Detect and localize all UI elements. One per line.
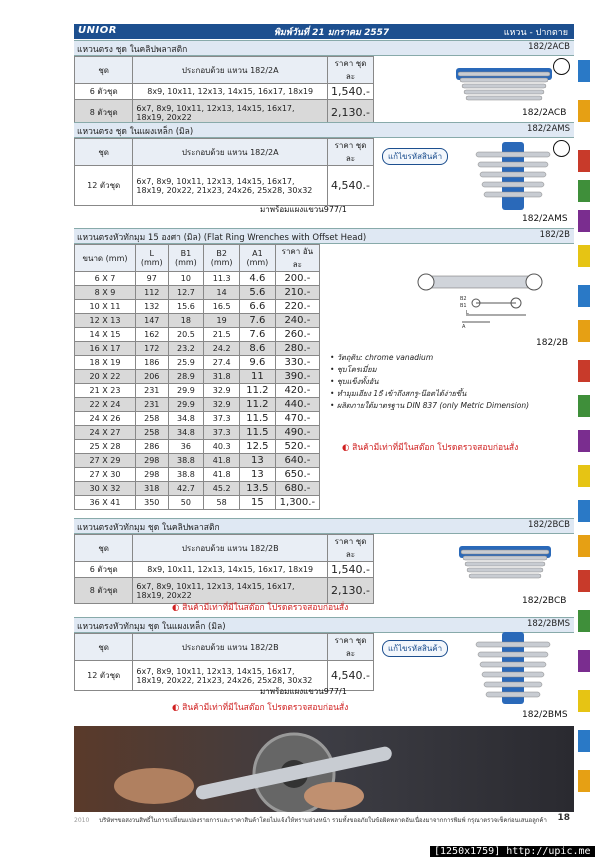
stock-note: ◐ สินค้ามีเท่าที่มีในสต๊อก โปรดตรวจสอบก่อนสั่ง [172,703,349,713]
value-cell: 390.- [275,370,319,384]
size-cell: 27 X 29 [75,454,136,468]
value-cell: 34.8 [168,412,204,426]
value-cell: 11.5 [240,426,276,440]
code-change-badge: แก้ไขรหัสสินค้า [382,148,448,165]
size-cell: 8 X 9 [75,286,136,300]
set-price: 1,540.- [328,84,374,100]
wrench-panel-image [472,632,554,706]
size-cell: 6 X 7 [75,272,136,286]
value-cell: 7.6 [240,328,276,342]
color-tab [578,500,590,522]
value-cell: 350 [136,496,169,510]
value-cell: 147 [136,314,169,328]
value-cell: 172 [136,342,169,356]
value-cell: 11.2 [240,384,276,398]
section-code: 182/2AMS [526,124,570,134]
value-cell: 20.5 [168,328,204,342]
table-row [75,300,320,314]
value-cell: 520.- [275,440,319,454]
feature-item: • ชุบโครเมี่ยม [330,365,377,374]
value-cell: 11.2 [240,398,276,412]
table-row [75,370,320,384]
set-price: 2,130.- [328,578,374,604]
section-header-182-2bcb [74,518,574,534]
section-code: 182/2BMS [526,619,570,629]
value-cell: 298 [136,454,169,468]
color-tab [578,395,590,417]
value-cell: 240.- [275,314,319,328]
image-code: 182/2AMS [522,214,568,224]
col-header: ราคา ชุดละ [328,535,374,562]
value-cell: 650.- [275,468,319,482]
value-cell: 640.- [275,454,319,468]
table-row [75,328,320,342]
col-header: ชุด [75,139,133,166]
watermark: [1250x1759] http://upic.me [430,846,595,857]
table-row [75,454,320,468]
set-price: 4,540.- [328,661,374,691]
value-cell: 21.5 [204,328,240,342]
wrench-set-image [455,540,555,586]
section-code: 182/2B [539,230,570,240]
set-price: 1,540.- [328,562,374,578]
color-tab [578,610,590,632]
value-cell: 37.3 [204,426,240,440]
value-cell: 34.8 [168,426,204,440]
set-count: 6 ตัวชุด [75,562,133,578]
section-title: แหวนตรงหัวทักมุม ชุด ในแผงเหล็ก (มิล) [77,622,226,632]
code-change-badge: แก้ไขรหัสสินค้า [382,640,448,657]
size-cell: 20 X 22 [75,370,136,384]
size-cell: 24 X 27 [75,426,136,440]
diagram-label: B2 [460,296,467,302]
col-header: L (mm) [136,245,169,272]
value-cell: 258 [136,412,169,426]
feature-item: • ทำมุมเอียง 15ํ เข้าถึงสกรู-น๊อตได้ง่ายขึ้น [330,389,467,398]
color-tab [578,570,590,592]
value-cell: 13.5 [240,482,276,496]
value-cell: 40.3 [204,440,240,454]
table-row [75,272,320,286]
section-title: แหวนตรงหัวทักมุม 15 องศา (มิล) (Flat Ring Wrenches with Offset Head) [77,233,367,243]
value-cell: 12.7 [168,286,204,300]
table-row [75,482,320,496]
diagram-label: L [466,310,469,316]
color-tab [578,730,590,752]
col-header: ชุด [75,535,133,562]
stock-note: ◐ สินค้ามีเท่าที่มีในสต๊อก โปรดตรวจสอบก่อนสั่ง [172,603,349,613]
set-sizes: 8x9, 10x11, 12x13, 14x15, 16x17, 18x19 [133,84,328,100]
set-price: 4,540.- [328,166,374,206]
value-cell: 6.6 [240,300,276,314]
section-code: 182/2ACB [528,42,570,52]
section-title: แหวนตรง ชุด ในคลิปพลาสติก [77,45,188,55]
color-tab [578,60,590,82]
value-cell: 7.6 [240,314,276,328]
diagram-label: B1 [460,303,467,309]
value-cell: 23.2 [168,342,204,356]
set-sizes: 6x7, 8x9, 10x11, 12x13, 14x15, 16x17, 18x19, 20x22, 21x23, 24x26, 25x28, 30x32 [133,661,328,691]
value-cell: 16.5 [204,300,240,314]
set-sizes: 8x9, 10x11, 12x13, 14x15, 16x17, 18x19 [133,562,328,578]
value-cell: 29.9 [168,398,204,412]
col-header: ราคา ชุดละ [328,139,374,166]
color-tab [578,430,590,452]
value-cell: 260.- [275,328,319,342]
value-cell: 37.3 [204,412,240,426]
size-cell: 21 X 23 [75,384,136,398]
table-row [75,314,320,328]
value-cell: 298 [136,468,169,482]
value-cell: 231 [136,398,169,412]
value-cell: 286 [136,440,169,454]
value-cell: 186 [136,356,169,370]
section-header-182-2b [74,228,574,244]
set-price: 2,130.- [328,100,374,126]
table-row [75,286,320,300]
set-table-182-2bcb [74,534,374,604]
color-tab [578,210,590,232]
section-title: แหวนตรงหัวทักมุม ชุด ในคลิปพลาสติก [77,523,220,533]
footer-year: 2010 [74,817,90,824]
feature-item: • ผลิตภายใต้มาตรฐาน DIN 837 (only Metric Dimension) [330,401,530,410]
value-cell: 10 [168,272,204,286]
footer-disclaimer: บริษัทฯขอสงวนสิทธิ์ในการเปลี่ยนแปลงรายการและราคาสินค้าโดยไม่แจ้งให้ทราบล่วงหน้า รวมทั้งขออภัยในข้อผิดพลาดอันเนื่องมาจากการพิมพ์ กรุณาตรวจเช็คก่อนเสนอลูกค้า [99,817,547,824]
section-header-182-2acb [74,40,574,56]
value-cell: 162 [136,328,169,342]
value-cell: 58 [204,496,240,510]
set-table-182-2ams [74,138,374,206]
value-cell: 14 [204,286,240,300]
value-cell: 15.6 [168,300,204,314]
wrench-diagram [400,270,550,330]
wrench-set-image [452,62,556,106]
value-cell: 330.- [275,356,319,370]
wrench-table-body [75,272,320,510]
value-cell: 680.- [275,482,319,496]
col-header: ประกอบด้วย แหวน 182/2A [133,57,328,84]
value-cell: 9.6 [240,356,276,370]
size-cell: 18 X 19 [75,356,136,370]
size-cell: 10 X 11 [75,300,136,314]
col-header: ชุด [75,634,133,661]
value-cell: 36 [168,440,204,454]
value-cell: 470.- [275,412,319,426]
value-cell: 38.8 [168,454,204,468]
col-header: ประกอบด้วย แหวน 182/2B [133,535,328,562]
image-code: 182/2ACB [522,108,567,118]
value-cell: 32.9 [204,384,240,398]
set-count: 6 ตัวชุด [75,84,133,100]
value-cell: 280.- [275,342,319,356]
value-cell: 112 [136,286,169,300]
size-cell: 30 X 32 [75,482,136,496]
value-cell: 97 [136,272,169,286]
table-row [75,426,320,440]
value-cell: 38.8 [168,468,204,482]
value-cell: 8.6 [240,342,276,356]
value-cell: 200.- [275,272,319,286]
section-header-182-2bms [74,617,574,633]
color-tab [578,650,590,672]
color-tab [578,360,590,382]
value-cell: 12.5 [240,440,276,454]
value-cell: 13 [240,468,276,482]
wrench-size-table [74,244,320,510]
value-cell: 15 [240,496,276,510]
col-header: ราคา ชุดละ [328,57,374,84]
size-cell: 14 X 15 [75,328,136,342]
value-cell: 11.5 [240,412,276,426]
section-title: แหวนตรง ชุด ในแผงเหล็ก (มิล) [77,127,194,137]
value-cell: 11 [240,370,276,384]
color-tab [578,100,590,122]
value-cell: 5.6 [240,286,276,300]
value-cell: 18 [168,314,204,328]
color-tab [578,690,590,712]
col-header: ประกอบด้วย แหวน 182/2B [133,634,328,661]
table-row [75,342,320,356]
col-header: ราคา ชุดละ [328,634,374,661]
brand-logo: UNIOR [78,25,117,36]
color-tab [578,150,590,172]
color-tab [578,285,590,307]
panel-note: มาพร้อมแผงแขวน977/1 [260,687,347,696]
value-cell: 41.8 [204,454,240,468]
value-cell: 490.- [275,426,319,440]
stock-note: ◐ สินค้ามีเท่าที่มีในสต๊อก โปรดตรวจสอบก่อนสั่ง [342,443,519,453]
col-header: B2 (mm) [204,245,240,272]
color-tab [578,180,590,202]
value-cell: 440.- [275,398,319,412]
section-code: 182/2BCB [528,520,570,530]
checkbox-circle [553,140,570,157]
size-cell: 22 X 24 [75,398,136,412]
value-cell: 1,300.- [275,496,319,510]
page-footer [74,815,574,825]
feature-item: • ชุบแข็งทั้งอัน [330,377,379,386]
color-tab [578,465,590,487]
value-cell: 24.2 [204,342,240,356]
value-cell: 31.8 [204,370,240,384]
set-sizes: 6x7, 8x9, 10x11, 12x13, 14x15, 16x17, 18x19, 20x22 [133,100,328,126]
value-cell: 41.8 [204,468,240,482]
workshop-photo [74,726,574,812]
size-cell: 36 X 41 [75,496,136,510]
table-row [75,398,320,412]
value-cell: 29.9 [168,384,204,398]
value-cell: 11.3 [204,272,240,286]
value-cell: 210.- [275,286,319,300]
value-cell: 4.6 [240,272,276,286]
value-cell: 28.9 [168,370,204,384]
table-row [75,384,320,398]
image-code: 182/2B [536,338,569,348]
value-cell: 231 [136,384,169,398]
col-header: ประกอบด้วย แหวน 182/2A [133,139,328,166]
section-header-182-2ams [74,122,574,138]
print-date: พิมพ์วันที่ 21 มกราคม 2557 [274,28,390,38]
category-label: แหวน - ปากตาย [503,28,568,38]
set-sizes: 6x7, 8x9, 10x11, 12x13, 14x15, 16x17, 18x19, 20x22, 21x23, 24x26, 25x28, 30x32 [133,166,328,206]
size-cell: 16 X 17 [75,342,136,356]
size-cell: 12 X 13 [75,314,136,328]
set-sizes: 6x7, 8x9, 10x11, 12x13, 14x15, 16x17, 18x19, 20x22 [133,578,328,604]
image-code: 182/2BMS [522,710,568,720]
size-cell: 27 X 30 [75,468,136,482]
value-cell: 132 [136,300,169,314]
table-row [75,496,320,510]
set-table-182-2acb [74,56,374,126]
wrench-panel-image [472,142,554,212]
set-table-182-2bms [74,633,374,691]
value-cell: 206 [136,370,169,384]
set-count: 12 ตัวชุด [75,166,133,206]
set-count: 12 ตัวชุด [75,661,133,691]
color-tab [578,535,590,557]
col-header: ขนาด (mm) [75,245,136,272]
color-tab [578,770,590,792]
col-header: ชุด [75,57,133,84]
table-row [75,412,320,426]
col-header: ราคา อันละ [275,245,319,272]
value-cell: 50 [168,496,204,510]
table-row [75,468,320,482]
value-cell: 420.- [275,384,319,398]
value-cell: 42.7 [168,482,204,496]
diagram-label: A [462,324,466,330]
value-cell: 25.9 [168,356,204,370]
color-tab [578,245,590,267]
image-code: 182/2BCB [522,596,567,606]
size-cell: 25 X 28 [75,440,136,454]
value-cell: 19 [204,314,240,328]
feature-item: • วัตถุดิบ: chrome vanadium [330,353,434,362]
col-header: A1 (mm) [240,245,276,272]
color-tab [578,320,590,342]
value-cell: 32.9 [204,398,240,412]
set-count: 8 ตัวชุด [75,100,133,126]
table-row [75,356,320,370]
value-cell: 318 [136,482,169,496]
value-cell: 13 [240,454,276,468]
table-row [75,440,320,454]
value-cell: 220.- [275,300,319,314]
size-cell: 24 X 26 [75,412,136,426]
set-count: 8 ตัวชุด [75,578,133,604]
col-header: B1 (mm) [168,245,204,272]
page-header [74,24,574,39]
panel-note: มาพร้อมแผงแขวน977/1 [260,205,347,214]
feature-list [330,352,529,412]
value-cell: 27.4 [204,356,240,370]
page-number: 18 [557,813,570,823]
value-cell: 258 [136,426,169,440]
value-cell: 45.2 [204,482,240,496]
